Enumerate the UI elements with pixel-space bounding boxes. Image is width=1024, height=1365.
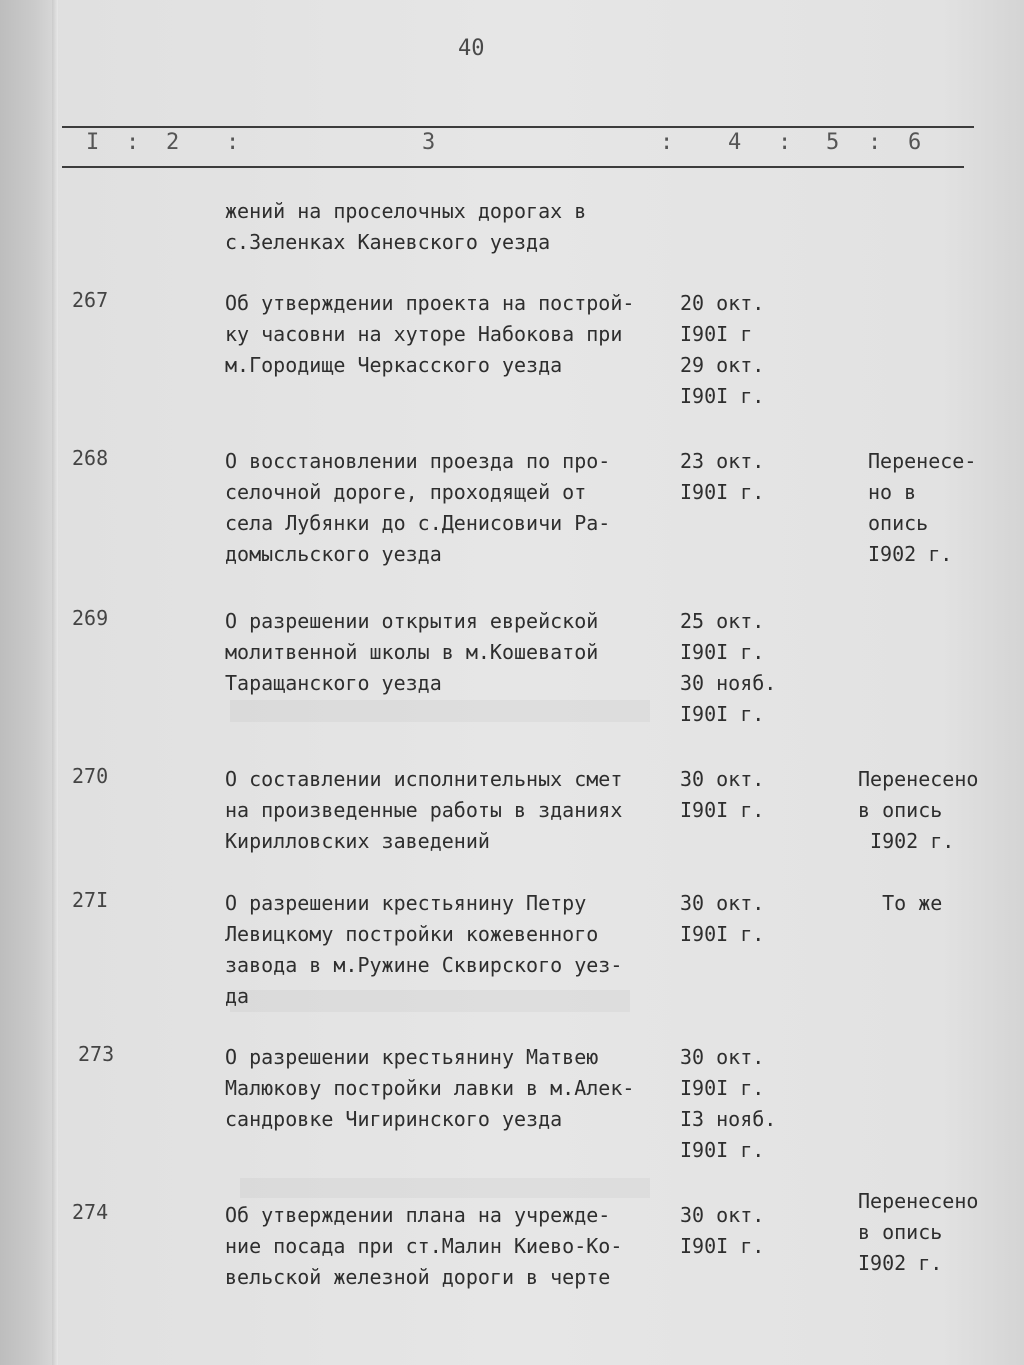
column-header-row xyxy=(62,128,974,162)
note-line: опись xyxy=(868,511,929,535)
entry-description xyxy=(225,764,685,857)
date-line: I90I г. xyxy=(680,1076,765,1100)
note-line: Перенесено xyxy=(858,1189,979,1213)
binding-edge-shadow xyxy=(52,0,58,1365)
date-line: I90I г. xyxy=(680,480,765,504)
description-line: сандровке Чигиринского уезда xyxy=(225,1107,563,1131)
continuation-line: с.Зеленках Каневского уезда xyxy=(225,230,551,254)
column-header-4: 4 xyxy=(728,130,742,155)
entry-dates xyxy=(680,606,790,730)
description-line: О составлении исполнительных смет xyxy=(225,767,623,791)
binding-spine xyxy=(0,0,58,1365)
entry-dates xyxy=(680,446,790,508)
date-line: 30 окт. xyxy=(680,767,765,791)
date-line: I90I г. xyxy=(680,922,765,946)
entry-number: 269 xyxy=(72,606,109,630)
date-line: I90I г. xyxy=(680,798,765,822)
note-line: I902 г. xyxy=(868,542,953,566)
description-line: Кирилловских заведений xyxy=(225,829,490,853)
date-line: 30 окт. xyxy=(680,1045,765,1069)
description-line: О разрешении крестьянину Матвею xyxy=(225,1045,599,1069)
date-line: I90I г. xyxy=(680,1138,765,1162)
continuation-text xyxy=(225,196,685,258)
entry-number: 267 xyxy=(72,288,109,312)
entry-number: 270 xyxy=(72,764,109,788)
entry-description xyxy=(225,288,685,381)
description-line: Об утверждении плана на учрежде- xyxy=(225,1203,611,1227)
entry-note xyxy=(858,764,998,857)
entry-number: 27I xyxy=(72,888,109,912)
description-line: селочной дороге, проходящей от xyxy=(225,480,587,504)
description-line: О восстановлении проезда по про- xyxy=(225,449,611,473)
show-through-smudge xyxy=(230,700,650,722)
description-line: ку часовни на хуторе Набокова при xyxy=(225,322,623,346)
continuation-line: жений на проселочных дорогах в xyxy=(225,199,587,223)
note-line: То же xyxy=(858,891,943,915)
description-line: на произведенные работы в зданиях xyxy=(225,798,623,822)
description-line: О разрешении крестьянину Петру xyxy=(225,891,587,915)
note-line: Перенесено xyxy=(858,767,979,791)
date-line: I90I г. xyxy=(680,384,765,408)
description-line: ние посада при ст.Малин Киево-Ко- xyxy=(225,1234,623,1258)
column-header-2: 2 xyxy=(166,130,180,155)
entry-dates xyxy=(680,888,790,950)
column-separator: : xyxy=(868,130,882,155)
date-line: I90I г. xyxy=(680,702,765,726)
entry-number: 273 xyxy=(78,1042,115,1066)
date-line: 30 нояб. xyxy=(680,671,777,695)
column-separator: : xyxy=(778,130,792,155)
description-line: О разрешении открытия еврейской xyxy=(225,609,599,633)
entry-dates xyxy=(680,288,790,412)
description-line: молитвенной школы в м.Кошеватой xyxy=(225,640,599,664)
description-line: завода в м.Ружине Сквирского уез- xyxy=(225,953,623,977)
description-line: села Лубянки до с.Денисовичи Ра- xyxy=(225,511,611,535)
description-line: Об утверждении проекта на построй- xyxy=(225,291,635,315)
description-line: домысльского уезда xyxy=(225,542,442,566)
date-line: 29 окт. xyxy=(680,353,765,377)
header-bottom-rule xyxy=(62,166,964,168)
column-header-1: I xyxy=(86,130,100,155)
entry-description xyxy=(225,606,685,699)
entry-note xyxy=(858,888,998,919)
column-separator: : xyxy=(226,130,240,155)
description-line: м.Городище Черкасского уезда xyxy=(225,353,563,377)
entry-number: 274 xyxy=(72,1200,109,1224)
entry-dates xyxy=(680,1200,790,1262)
note-line: I902 г. xyxy=(858,829,955,853)
description-line: Левицкому постройки кожевенного xyxy=(225,922,599,946)
column-separator: : xyxy=(126,130,140,155)
entry-description xyxy=(225,1200,685,1293)
entry-description xyxy=(225,1042,685,1135)
description-line: Малюкову постройки лавки в м.Алек- xyxy=(225,1076,635,1100)
note-line: Перенесе- xyxy=(868,449,977,473)
show-through-smudge xyxy=(240,1178,650,1198)
date-line: I90I г xyxy=(680,322,753,346)
date-line: I3 нояб. xyxy=(680,1107,777,1131)
page-number: 40 xyxy=(458,36,485,61)
note-line: I902 г. xyxy=(858,1251,943,1275)
entry-dates xyxy=(680,1042,790,1166)
entry-dates xyxy=(680,764,790,826)
entry-number: 268 xyxy=(72,446,109,470)
date-line: 23 окт. xyxy=(680,449,765,473)
date-line: 25 окт. xyxy=(680,609,765,633)
column-header-3: 3 xyxy=(422,130,436,155)
date-line: 20 окт. xyxy=(680,291,765,315)
description-line: Таращанского уезда xyxy=(225,671,442,695)
description-line: вельской железной дороги в черте xyxy=(225,1265,611,1289)
column-header-6: 6 xyxy=(908,130,922,155)
entry-note xyxy=(868,446,1008,570)
entry-description xyxy=(225,888,685,1012)
entry-description xyxy=(225,446,685,570)
description-line: да xyxy=(225,984,250,1008)
column-header-5: 5 xyxy=(826,130,840,155)
note-line: в опись xyxy=(858,1220,943,1244)
column-separator: : xyxy=(660,130,674,155)
date-line: I90I г. xyxy=(680,640,765,664)
date-line: 30 окт. xyxy=(680,1203,765,1227)
note-line: в опись xyxy=(858,798,943,822)
date-line: I90I г. xyxy=(680,1234,765,1258)
entry-note xyxy=(858,1186,998,1279)
date-line: 30 окт. xyxy=(680,891,765,915)
note-line: но в xyxy=(868,480,917,504)
